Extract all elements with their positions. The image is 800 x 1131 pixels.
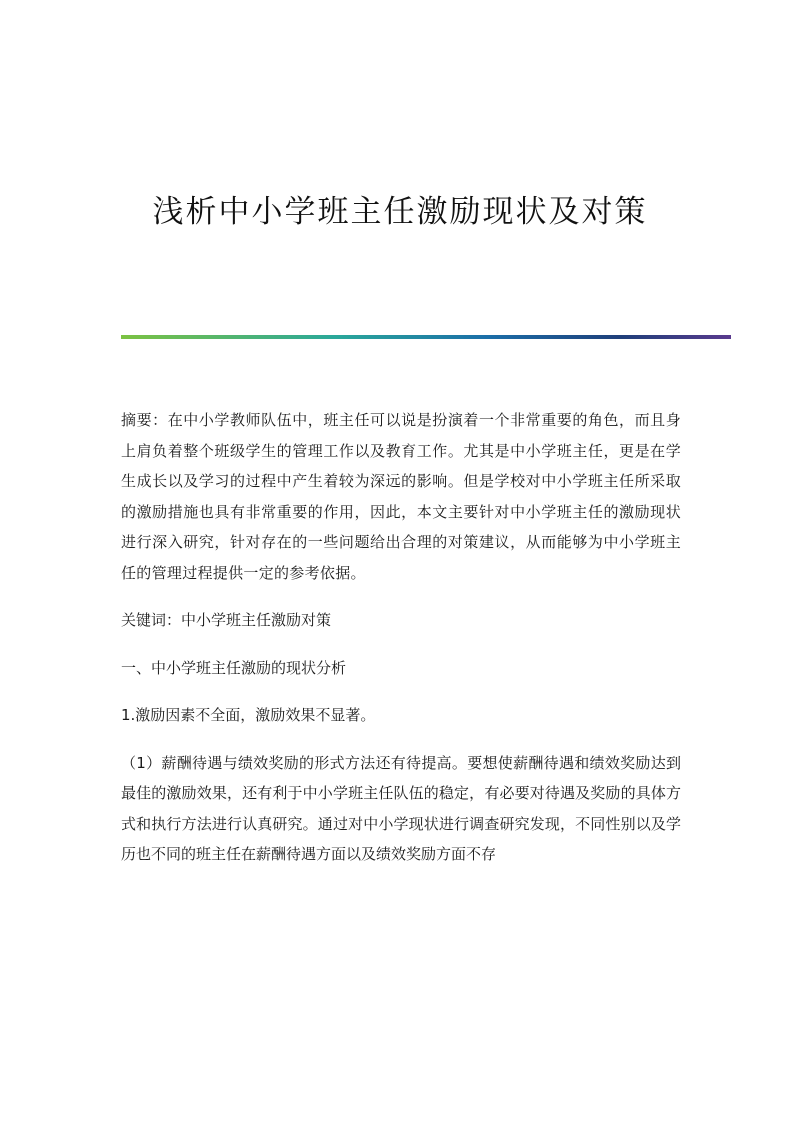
keywords-line: 关键词：中小学班主任激励对策 — [121, 611, 332, 629]
abstract-paragraph: 摘要：在中小学教师队伍中，班主任可以说是扮演着一个非常重要的角色，而且身上肩负着整个班级学生的管理工作以及教育工作。尤其是中小学班主任，更是在学生成长以及学习的过程中产生着较为深远的影响。但是学校对中小学班主任所采取的激励措施也具有非常重要的作用，因此，本文主要针对中小学班主任的激励现状进行深入研究，针对存在的一些问题给出合理的对策建议，从而能够为中小学班主任的管理过程提供一定的参考依据。 — [121, 411, 681, 582]
section-heading: 一、中小学班主任激励的现状分析 — [121, 658, 347, 677]
document-body — [121, 405, 681, 887]
document-title: 浅析中小学班主任激励现状及对策 — [152, 194, 648, 230]
body-paragraph: （1）薪酬待遇与绩效奖励的形式方法还有待提高。要想使薪酬待遇和绩效奖励达到最佳的激励效果，还有利于中小学班主任队伍的稳定，有必要对待遇及奖励的具体方式和执行方法进行认真研究。通过对中小学现状进行调查研究发现，不同性别以及学历也不同的班主任在薪酬待遇方面以及绩效奖励方面不存 — [121, 753, 681, 863]
title-divider — [121, 335, 731, 339]
subsection-heading: 1.激励因素不全面，激励效果不显著。 — [121, 706, 376, 724]
